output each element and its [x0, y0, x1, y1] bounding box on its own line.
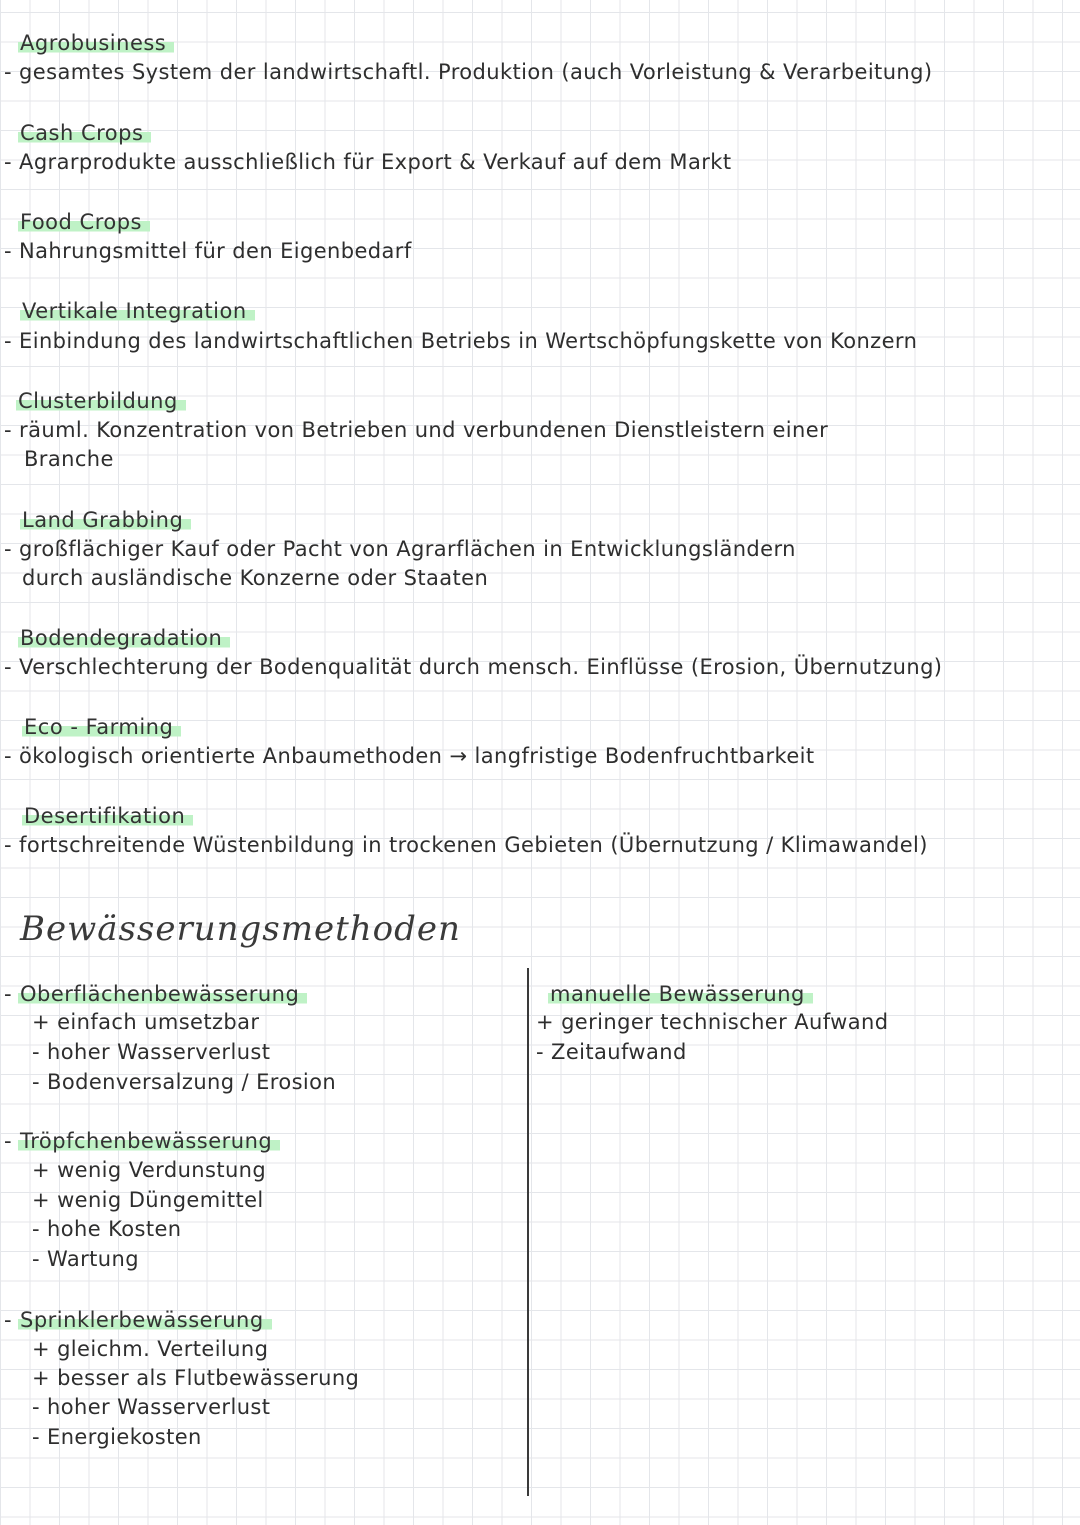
bullet-dash: -: [4, 1308, 12, 1332]
term-vertikale-integration: Vertikale Integration: [20, 301, 255, 322]
method-point: - Zeitaufwand: [536, 1040, 687, 1064]
method-point: + wenig Düngemittel: [32, 1188, 264, 1212]
bullet-dash: -: [4, 982, 12, 1006]
bullet-dash: -: [4, 1129, 12, 1153]
method-point: - hoher Wasserverlust: [32, 1395, 271, 1419]
definition-bodendegradation: - Verschlechterung der Bodenqualität durch mensch. Einflüsse (Erosion, Übernutzung): [4, 655, 943, 679]
term-bodendegradation: Bodendegradation: [18, 628, 230, 649]
term-eco-farming: Eco - Farming: [22, 717, 181, 738]
method-point: + gleichm. Verteilung: [32, 1337, 269, 1361]
method-point: - Energiekosten: [32, 1425, 202, 1449]
definition-clusterbildung: - räuml. Konzentration von Betrieben und verbundenen Dienstleistern einer: [4, 418, 829, 442]
method-point: - Bodenversalzung / Erosion: [32, 1070, 337, 1094]
method-name-sprinkler: Sprinklerbewässerung: [18, 1310, 272, 1331]
definition-clusterbildung-line-2: Branche: [24, 447, 114, 471]
method-name-manuell: manuelle Bewässerung: [548, 984, 813, 1005]
term-clusterbildung: Clusterbildung: [16, 391, 186, 412]
definition-vertikale-integration: - Einbindung des landwirtschaftlichen Betriebs in Wertschöpfungskette von Konzern: [4, 329, 918, 353]
method-name-oberflaechen: Oberflächenbewässerung: [18, 984, 307, 1005]
method-point: + besser als Flutbewässerung: [32, 1366, 360, 1390]
method-point: + einfach umsetzbar: [32, 1010, 260, 1034]
method-point: + geringer technischer Aufwand: [536, 1010, 889, 1034]
section-heading-irrigation: Bewässerungsmethoden: [20, 909, 461, 949]
method-point: - Wartung: [32, 1247, 139, 1271]
term-land-grabbing: Land Grabbing: [20, 510, 191, 531]
term-food-crops: Food Crops: [18, 212, 150, 233]
method-point: - hoher Wasserverlust: [32, 1040, 271, 1064]
definition-land-grabbing: - großflächiger Kauf oder Pacht von Agrarflächen in Entwicklungsländern: [4, 537, 796, 561]
definition-cash-crops: - Agrarprodukte ausschließlich für Export & Verkauf auf dem Markt: [4, 150, 732, 174]
definition-eco-farming: - ökologisch orientierte Anbaumethoden → langfristige Bodenfruchtbarkeit: [4, 744, 815, 768]
definition-food-crops: - Nahrungsmittel für den Eigenbedarf: [4, 239, 412, 263]
term-agrobusiness: Agrobusiness: [18, 33, 174, 54]
term-desertifikation: Desertifikation: [22, 806, 193, 827]
method-point: - hohe Kosten: [32, 1217, 182, 1241]
column-divider: [527, 968, 529, 1496]
definition-agrobusiness: - gesamtes System der landwirtschaftl. Produktion (auch Vorleistung & Verarbeitung): [4, 60, 933, 84]
method-name-troepfchen: Tröpfchenbewässerung: [18, 1131, 280, 1152]
definition-land-grabbing-line-2: durch ausländische Konzerne oder Staaten: [22, 566, 489, 590]
method-point: + wenig Verdunstung: [32, 1158, 267, 1182]
term-cash-crops: Cash Crops: [18, 123, 151, 144]
definition-desertifikation: - fortschreitende Wüstenbildung in trockenen Gebieten (Übernutzung / Klimawandel): [4, 833, 928, 857]
